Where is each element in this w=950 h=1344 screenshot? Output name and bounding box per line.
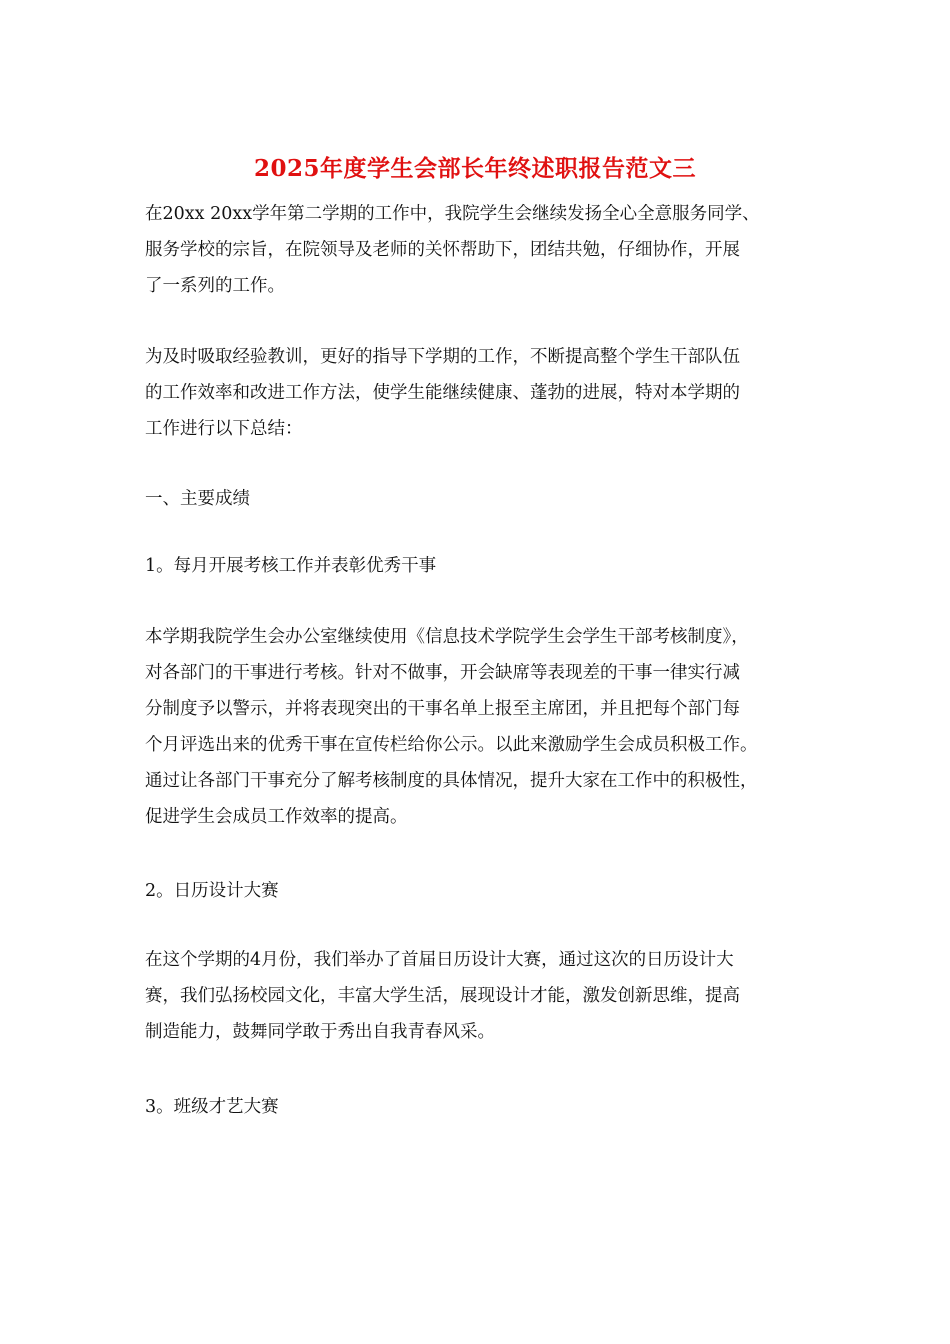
paragraph-line: 在20xx 20xx学年第二学期的工作中，我院学生会继续发扬全心全意服务同学、: [145, 204, 760, 224]
subsection-heading-calendar-contest: [145, 873, 815, 909]
document-title: 2025年度学生会部长年终述职报告范文三: [253, 155, 696, 182]
subsection-heading-text: 3。班级才艺大赛: [145, 1097, 279, 1117]
paragraph-line: 的工作效率和改进工作方法，使学生能继续健康、蓬勃的进展，特对本学期的: [145, 383, 740, 403]
paragraph-intro: [145, 196, 815, 304]
paragraph-line: 个月评选出来的优秀干事在宣传栏给你公示。以此来激励学生会成员积极工作。: [145, 735, 758, 755]
subsection-heading-monthly-review: [145, 548, 815, 584]
subsection-heading-text: 2。日历设计大赛: [145, 881, 279, 901]
subsection-heading-text: 1。每月开展考核工作并表彰优秀干事: [145, 556, 437, 576]
paragraph-line: 制造能力，鼓舞同学敢于秀出自我青春风采。: [145, 1022, 495, 1042]
paragraph-line: 在这个学期的4月份，我们举办了首届日历设计大赛，通过这次的日历设计大: [145, 950, 734, 970]
paragraph-line: 本学期我院学生会办公室继续使用《信息技术学院学生会学生干部考核制度》，: [145, 627, 749, 647]
paragraph-line: 服务学校的宗旨，在院领导及老师的关怀帮助下，团结共勉，仔细协作，开展: [145, 240, 740, 260]
paragraph-line: 工作进行以下总结：: [145, 419, 303, 439]
section-heading-text: 一、主要成绩: [145, 489, 250, 509]
paragraph-line: 分制度予以警示，并将表现突出的干事名单上报至主席团，并且把每个部门每: [145, 699, 740, 719]
paragraph-calendar-details: [145, 942, 815, 1050]
paragraph-purpose: [145, 339, 815, 447]
section-heading-main-achievements: [145, 481, 815, 517]
subsection-heading-talent-contest: [145, 1089, 815, 1125]
paragraph-review-details: [145, 619, 815, 835]
paragraph-line: 赛，我们弘扬校园文化，丰富大学生活，展现设计才能，激发创新思维，提高: [145, 986, 740, 1006]
paragraph-line: 为及时吸取经验教训，更好的指导下学期的工作，不断提高整个学生干部队伍: [145, 347, 740, 367]
paragraph-line: 促进学生会成员工作效率的提高。: [145, 807, 408, 827]
paragraph-line: 通过让各部门干事充分了解考核制度的具体情况，提升大家在工作中的积极性，: [145, 771, 758, 791]
paragraph-line: 对各部门的干事进行考核。针对不做事，开会缺席等表现差的干事一律实行减: [145, 663, 740, 683]
paragraph-line: 了一系列的工作。: [145, 276, 285, 296]
